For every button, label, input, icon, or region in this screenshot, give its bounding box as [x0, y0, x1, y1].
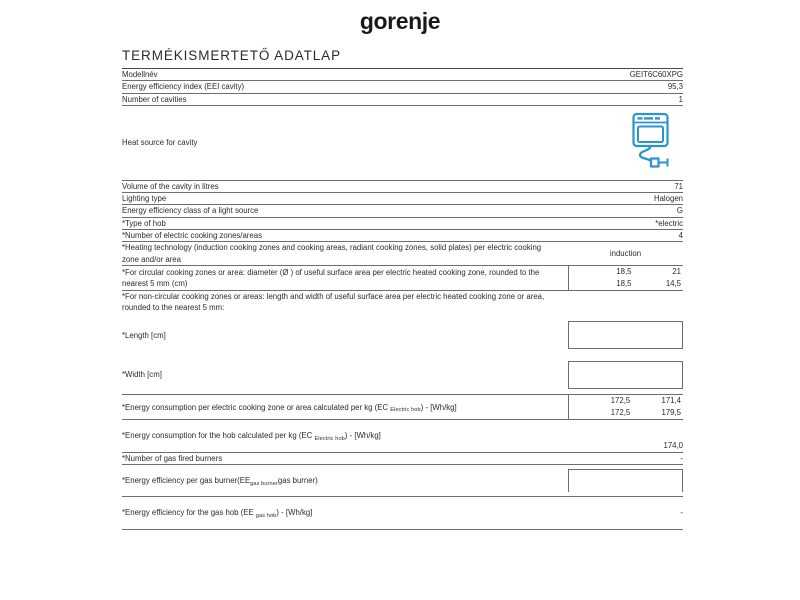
row-label — [122, 465, 568, 497]
row-value: - — [680, 508, 683, 518]
table-row-lighting-type — [122, 193, 683, 205]
table-row-heat-source — [122, 105, 683, 180]
row-label: *For circular cooking zones or area: diameter (Ø ) of useful surface area per electric heated cooking zone, rounded to the nearest 5 mm (cm) — [122, 267, 540, 289]
row-label: *Width [cm] — [122, 370, 162, 380]
page-title: TERMÉKISMERTETŐ ADATLAP — [122, 48, 683, 69]
label-subscript: gas hob — [255, 512, 277, 519]
label-text-post: ) - [Wh/kg] — [276, 508, 313, 518]
label-text: *Energy efficiency per gas burner(EE — [122, 476, 251, 486]
row-label — [122, 497, 568, 529]
row-value — [568, 105, 683, 180]
table-row-number-of-cavities — [122, 93, 683, 105]
table-row-ec-per-zone — [122, 395, 683, 420]
table-row-width — [122, 355, 683, 395]
table-row-ec-hob — [122, 420, 683, 452]
row-label — [122, 420, 568, 452]
label-text-post: gas burner) — [277, 476, 318, 486]
row-label — [122, 395, 568, 420]
row-label: *Type of hob — [122, 218, 166, 228]
oven-with-plug-icon — [568, 112, 683, 173]
table-row-volume — [122, 180, 683, 192]
table-row-eei-cavity — [122, 81, 683, 93]
row-value-grid — [568, 265, 683, 290]
label-subscript: Electric hob — [390, 407, 421, 414]
grid-cell: 14,5 — [665, 279, 681, 289]
table-row-length — [122, 316, 683, 355]
table-row-type-of-hob — [122, 217, 683, 229]
empty-value-box — [568, 361, 683, 389]
table-row-ee-per-gas-burner — [122, 465, 683, 497]
row-label: Number of cavities — [122, 94, 187, 104]
row-label: *For non-circular cooking zones or areas: length and width of useful surface area per electric heated cooking zone or area, rounded to the nearest 5 mm: — [122, 292, 545, 313]
grid-cell: 171,4 — [661, 396, 681, 406]
row-value: - — [680, 453, 683, 463]
row-value: G — [676, 206, 683, 216]
table-row-light-class — [122, 205, 683, 217]
row-value-box — [568, 355, 683, 395]
label-text-post: ) - [Wh/kg] — [420, 402, 457, 412]
row-label: Heat source for cavity — [122, 138, 198, 148]
label-subscript: gas burner — [250, 480, 278, 487]
row-value-box — [568, 465, 683, 497]
row-label: Energy efficiency index (EEI cavity) — [122, 82, 245, 92]
table-row-model-name — [122, 69, 683, 81]
table-row-number-zones — [122, 230, 683, 242]
table-row-noncircular-zones — [122, 291, 683, 316]
table-row-circular-zones — [122, 265, 683, 290]
label-text: *Energy efficiency for the gas hob (EE — [122, 508, 256, 518]
table-row-ee-gas-hob — [122, 497, 683, 529]
row-value: GEIT6C60XPG — [629, 70, 683, 79]
empty-value-box — [568, 469, 683, 492]
table-row-heating-technology — [122, 242, 683, 266]
row-value — [568, 291, 683, 316]
label-text: *Energy consumption per electric cooking zone or area calculated per kg (EC — [122, 402, 391, 412]
grid-cell: 172,5 — [610, 408, 631, 418]
label-text: *Energy consumption for the hob calculated per kg (EC — [122, 431, 315, 441]
row-label: Lighting type — [122, 194, 167, 204]
row-value-box — [568, 316, 683, 355]
spec-sheet — [122, 48, 683, 530]
row-label: Volume of the cavity in litres — [122, 181, 219, 191]
row-label: *Heating technology (induction cooking zones and cooking areas, radiant cooking zones, solid plates) per electric cooking zone and/or area — [122, 243, 542, 264]
row-value: 174,0 — [663, 441, 683, 451]
row-value: Halogen — [653, 194, 683, 204]
row-value: induction — [609, 249, 642, 259]
grid-cell: 172,5 — [610, 396, 631, 406]
label-subscript: Electric hob — [314, 436, 345, 443]
label-text-post: ) - [Wh/kg] — [344, 431, 381, 441]
row-value: 4 — [678, 231, 683, 241]
grid-cell: 18,5 — [616, 279, 632, 289]
grid-cell: 179,5 — [661, 408, 681, 418]
gorenje-logo: gorenje — [359, 8, 441, 34]
grid-cell: 18,5 — [616, 266, 632, 276]
row-label: *Number of electric cooking zones/areas — [122, 231, 262, 241]
empty-value-box — [568, 321, 683, 349]
row-value-grid — [568, 395, 683, 420]
table-row-gas-burners — [122, 452, 683, 464]
row-value: *electric — [655, 218, 683, 228]
grid-cell: 21 — [672, 266, 681, 276]
row-value: 71 — [674, 181, 683, 191]
specification-table — [122, 69, 683, 530]
row-label: Energy efficiency class of a light source — [122, 206, 259, 216]
row-label: Modellnév — [122, 70, 158, 79]
row-value: 95,3 — [667, 82, 683, 92]
row-label: *Length [cm] — [122, 330, 166, 340]
row-value: 1 — [678, 94, 683, 104]
row-label: *Number of gas fired burners — [122, 453, 223, 463]
